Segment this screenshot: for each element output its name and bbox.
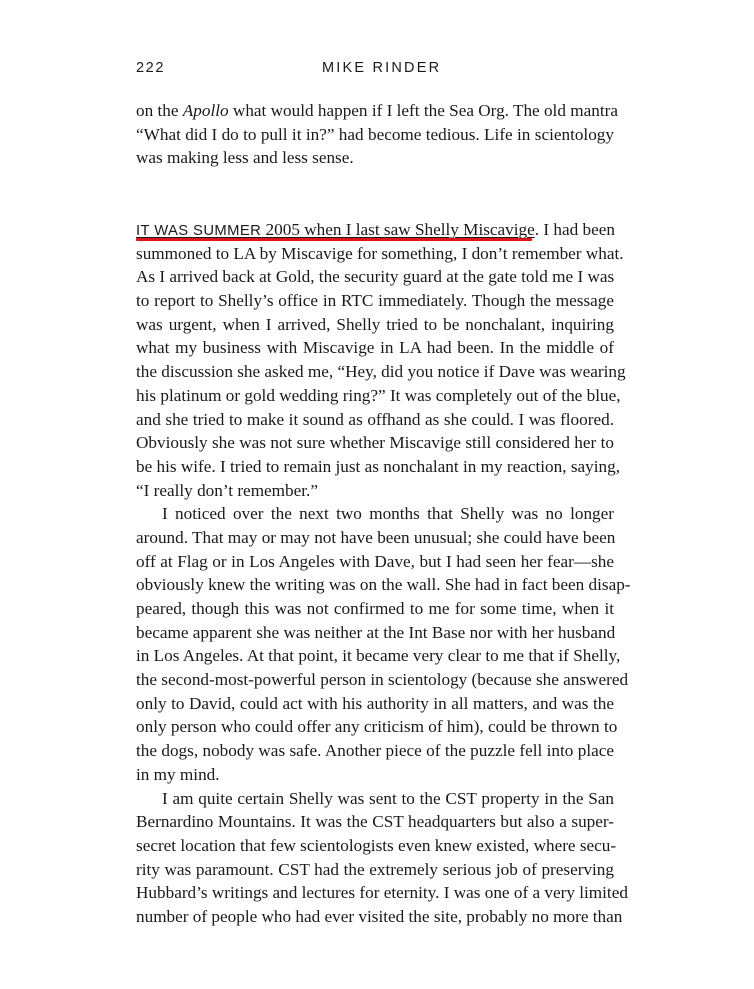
text-line: and she tried to make it sound as offhand as she could. I was floored. — [136, 409, 614, 429]
page-number: 222 — [136, 60, 165, 76]
text-line: peared, though this was not confirmed to me for some time, when it — [136, 599, 614, 618]
section-opening-line — [136, 218, 614, 242]
top-paragraph — [136, 99, 618, 170]
running-head — [136, 60, 614, 80]
text-line: his platinum or gold wedding ring?” It was completely out of the blue, — [136, 385, 621, 405]
text-line: around. That may or may not have been unusual; she could have been — [136, 527, 616, 547]
text-line: to report to Shelly’s office in RTC immediately. Though the message — [136, 291, 614, 311]
text-line: “What did I do to pull it in?” had become tedious. Life in scientology — [136, 124, 614, 144]
text-line: only person who could offer any criticism of him), could be thrown to — [136, 717, 618, 737]
text-line: was urgent, when I arrived, Shelly tried to be nonchalant, inquiring — [136, 314, 614, 334]
ship-name-italic: Apollo — [182, 101, 229, 120]
text-line: “I really don’t remember.” — [136, 480, 318, 500]
text-line: rity was paramount. CST had the extremely serious job of preserving — [136, 859, 614, 879]
text-line: in Los Angeles. At that point, it became very clear to me that if Shelly, — [136, 646, 621, 666]
text-line: be his wife. I tried to remain just as nonchalant in my reaction, saying, — [136, 456, 620, 476]
text-line: became apparent she was neither at the Int Base nor with her husband — [136, 622, 616, 642]
lead-in-rest: 2005 when I last saw Shelly Miscavige — [261, 220, 535, 239]
text-line: secret location that few scientologists even knew existed, where secu- — [136, 835, 617, 855]
text-line: Obviously she was not sure whether Miscavige still considered her to — [136, 433, 614, 453]
text-line: Bernardino Mountains. It was the CST headquarters but also a super- — [136, 812, 614, 832]
text-line: on the Apollo what would happen if I left the Sea Org. The old mantra — [136, 101, 618, 120]
text-line: As I arrived back at Gold, the security guard at the gate told me I was — [136, 267, 615, 287]
text-line: was making less and less sense. — [136, 148, 354, 168]
text-line: in my mind. — [136, 764, 220, 784]
lead-in-after: . I had been — [534, 220, 615, 239]
text-line: the second-most-powerful person in scientology (because she answered — [136, 670, 629, 690]
text-line: I noticed over the next two months that Shelly was no longer — [162, 504, 614, 524]
running-head-author: MIKE RINDER — [322, 60, 442, 76]
text-line: what my business with Miscavige in LA had been. In the middle of — [136, 338, 614, 358]
text-line: the discussion she asked me, “Hey, did you notice if Dave was wearing — [136, 362, 626, 382]
text-line: summoned to LA by Miscavige for something, I don’t remember what. — [136, 243, 624, 263]
text-line: obviously knew the writing was on the wall. She had in fact been disap- — [136, 575, 631, 595]
text-line: only to David, could act with his authority in all matters, and was the — [136, 693, 614, 713]
main-text — [136, 218, 631, 929]
text-line: the dogs, nobody was safe. Another piece of the puzzle fell into place — [136, 741, 614, 761]
text-line: off at Flag or in Los Angeles with Dave, but I had seen her fear—she — [136, 551, 614, 571]
text-line: Hubbard’s writings and lectures for eternity. I was one of a very limited — [136, 883, 628, 903]
text-line: I am quite certain Shelly was sent to the CST property in the San — [162, 788, 614, 808]
lead-in-caps: IT WAS SUMMER — [136, 223, 262, 239]
text-line: number of people who had ever visited the site, probably no more than — [136, 906, 623, 926]
underlined-lead-in — [136, 220, 535, 239]
